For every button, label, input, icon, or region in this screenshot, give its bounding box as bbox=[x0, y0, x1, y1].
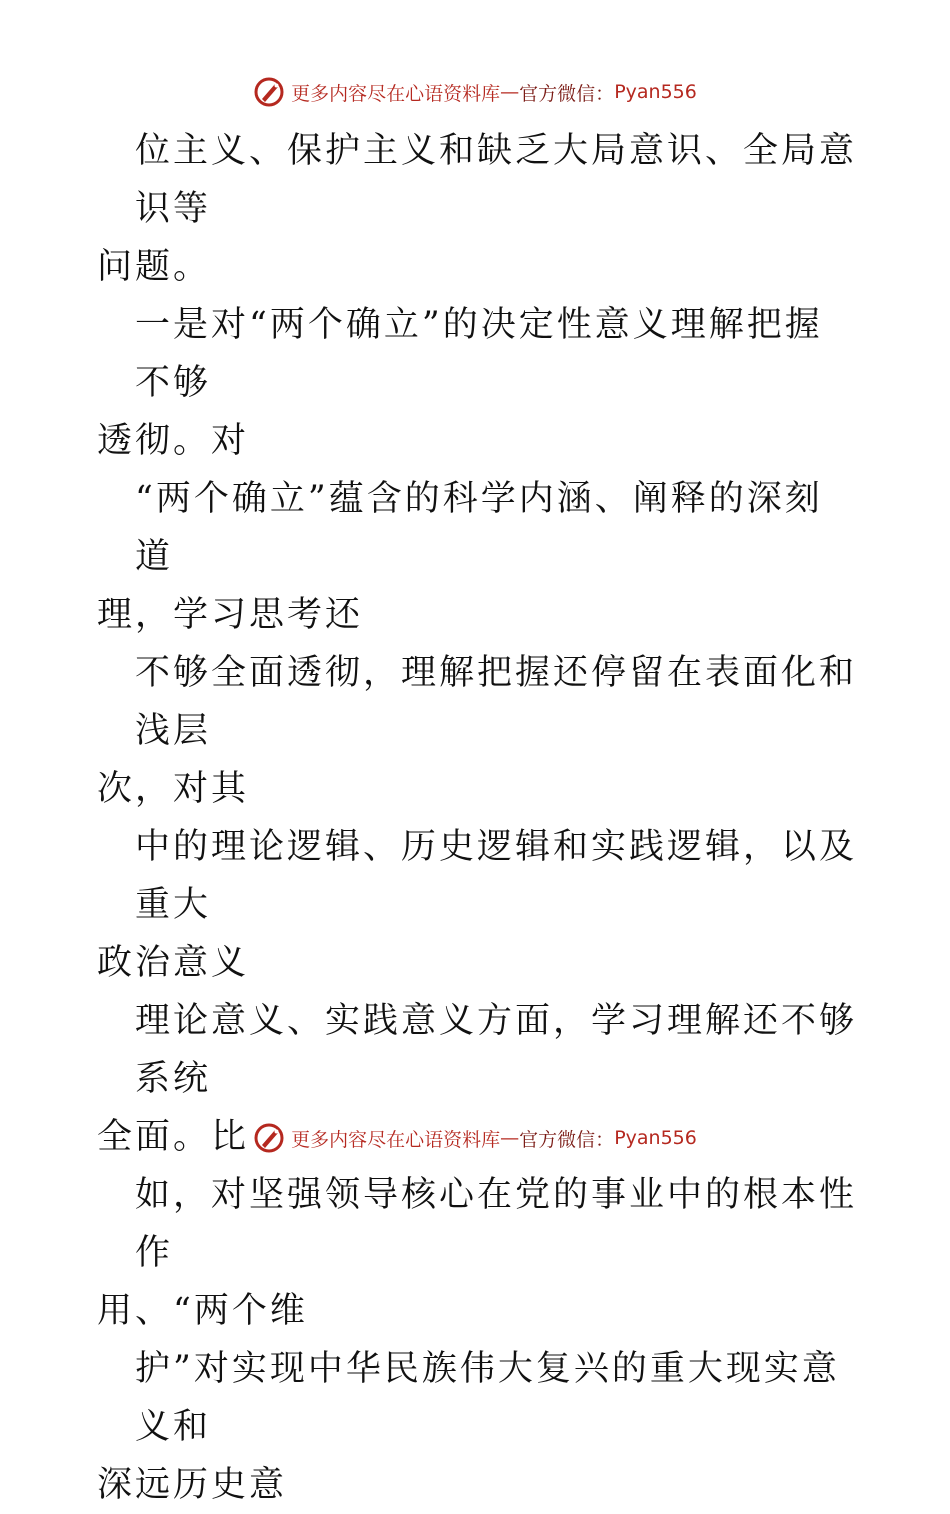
pen-logo-icon bbox=[253, 76, 285, 108]
text-line: 一是对“两个确立”的决定性意义理解把握不够 bbox=[135, 305, 823, 403]
wechat-id: Pyan556 bbox=[614, 1127, 697, 1149]
text-line: 问题。 bbox=[97, 247, 212, 287]
banner-separator: — bbox=[500, 81, 520, 103]
pen-logo-icon bbox=[253, 1122, 285, 1154]
banner-text: 更多内容尽在心语资料库 bbox=[291, 82, 501, 105]
text-line: 不够全面透彻，理解把握还停留在表面化和浅层 bbox=[135, 653, 858, 751]
wechat-label: 官方微信： bbox=[519, 82, 615, 105]
text-line: 用、“两个维 bbox=[97, 1291, 308, 1331]
text-line: 次，对其 bbox=[97, 769, 250, 809]
document-body bbox=[97, 122, 857, 1514]
banner-separator: — bbox=[500, 1127, 520, 1149]
text-line: 理论意义、实践意义方面，学习理解还不够系统 bbox=[135, 1001, 858, 1099]
text-line: 如，对坚强领导核心在党的事业中的根本性作 bbox=[135, 1175, 858, 1273]
text-line: 透彻。对 bbox=[97, 421, 250, 461]
text-line: “两个确立”蕴含的科学内涵、阐释的深刻道 bbox=[135, 479, 823, 577]
text-line: 位主义、保护主义和缺乏大局意识、全局意识等 bbox=[135, 131, 858, 229]
header-banner bbox=[0, 72, 950, 112]
text-line: 全面。比 bbox=[97, 1117, 250, 1157]
text-line: 理，学习思考还 bbox=[97, 595, 364, 635]
text-line: 中的理论逻辑、历史逻辑和实践逻辑，以及重大 bbox=[135, 827, 858, 925]
text-line: 政治意义 bbox=[97, 943, 250, 983]
text-line: 深远历史意 bbox=[97, 1465, 288, 1505]
wechat-label: 官方微信： bbox=[519, 1128, 615, 1151]
text-line: 护”对实现中华民族伟大复兴的重大现实意义和 bbox=[135, 1349, 840, 1447]
banner-text: 更多内容尽在心语资料库 bbox=[291, 1128, 501, 1151]
footer-banner bbox=[0, 1118, 950, 1158]
wechat-id: Pyan556 bbox=[614, 81, 697, 103]
